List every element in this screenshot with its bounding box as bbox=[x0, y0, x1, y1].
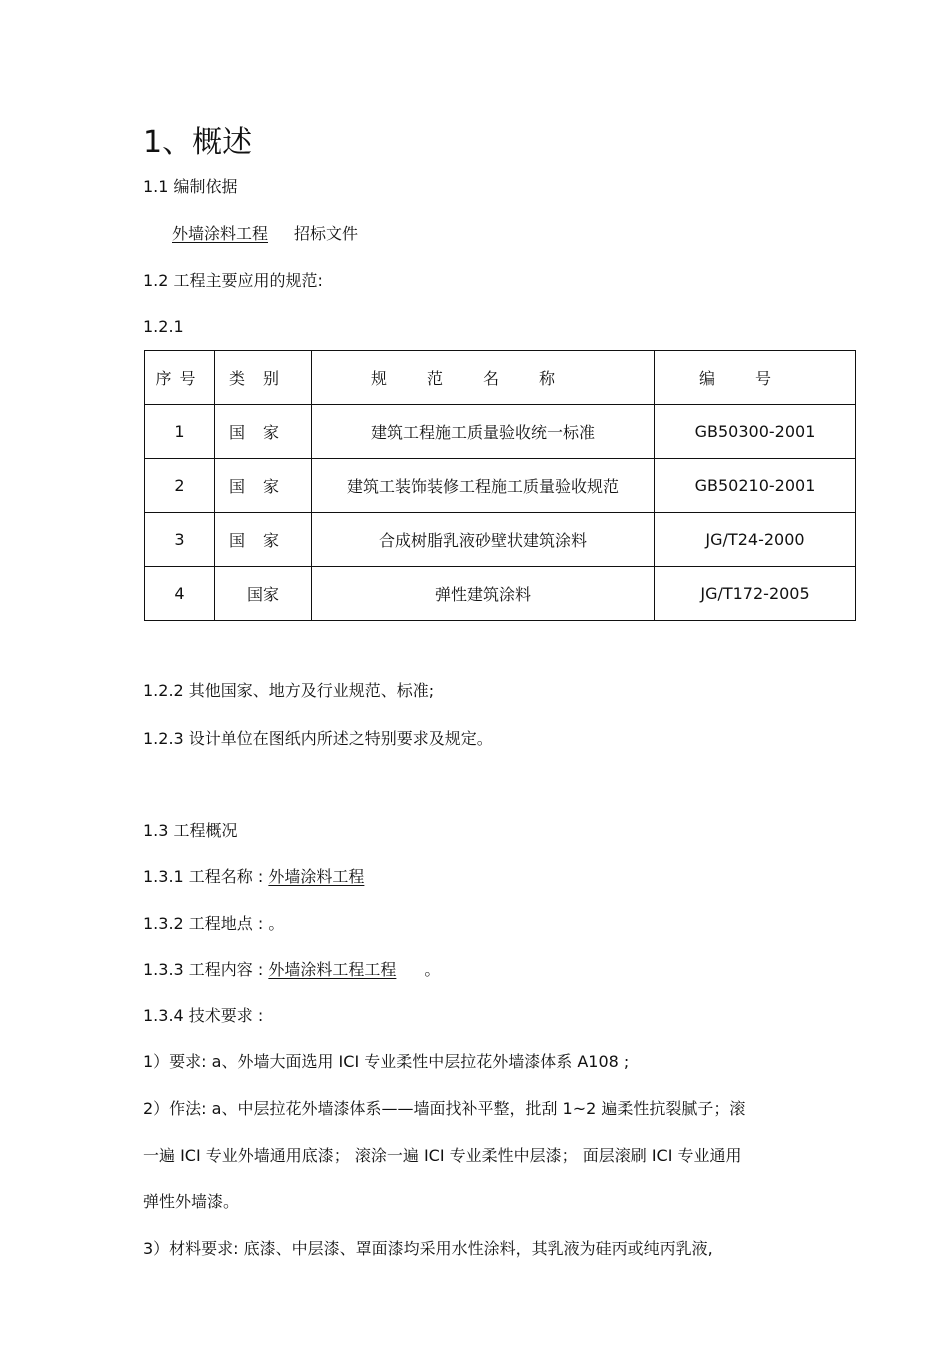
subsection-1-2: 1.2 工程主要应用的规范: bbox=[143, 271, 323, 290]
header-category: 类别 bbox=[215, 351, 312, 405]
row-name: 合成树脂乳液砂壁状建筑涂料 bbox=[312, 513, 655, 567]
subsection-1-2-3: 1.2.3 设计单位在图纸内所述之特别要求及规定。 bbox=[143, 729, 493, 748]
subsection-1-3: 1.3 工程概况 bbox=[143, 821, 238, 840]
table-header-row bbox=[145, 351, 856, 405]
project-location-line: 1.3.2 工程地点 : 。 bbox=[143, 914, 285, 933]
section-heading: 1、概述 bbox=[143, 125, 253, 160]
table-row bbox=[145, 459, 856, 513]
basis-doc: 招标文件 bbox=[294, 224, 359, 243]
project-name-line bbox=[143, 866, 370, 888]
row-category: 国家 bbox=[215, 459, 312, 513]
subsection-1-3-4: 1.3.4 技术要求 : bbox=[143, 1006, 264, 1025]
project-content-label: 1.3.3 工程内容 : bbox=[143, 960, 269, 979]
basis-project: 外墙涂料工程 bbox=[172, 224, 269, 243]
project-name-label: 1.3.1 工程名称 : bbox=[143, 867, 269, 886]
requirement-1: 1）要求: a、外墙大面选用 ICI 专业柔性中层拉花外墙漆体系 A108 ; bbox=[143, 1052, 630, 1071]
row-category: 国家 bbox=[215, 567, 312, 621]
row-category: 国家 bbox=[215, 513, 312, 567]
row-index: 3 bbox=[145, 513, 215, 567]
requirement-3: 3）材料要求: 底漆、中层漆、罩面漆均采用水性涂料，其乳液为硅丙或纯丙乳液, bbox=[143, 1239, 713, 1258]
row-category: 国家 bbox=[215, 405, 312, 459]
row-index: 2 bbox=[145, 459, 215, 513]
requirement-2-line-1: 2）作法: a、中层拉花外墙漆体系——墙面找补平整，批刮 1~2 遍柔性抗裂腻子；滚 bbox=[143, 1099, 746, 1118]
row-code: GB50300-2001 bbox=[655, 405, 856, 459]
project-content-value: 外墙涂料工程工程 bbox=[268, 960, 397, 979]
table-row bbox=[145, 513, 856, 567]
header-name: 规范名称 bbox=[312, 351, 655, 405]
row-name: 建筑工装饰装修工程施工质量验收规范 bbox=[312, 459, 655, 513]
requirement-2-line-2: 一遍 ICI 专业外墙通用底漆； 滚涂一遍 ICI 专业柔性中层漆； 面层滚刷 ICI 专业通用 bbox=[143, 1146, 742, 1165]
row-index: 4 bbox=[145, 567, 215, 621]
subsection-1-2-1: 1.2.1 bbox=[143, 317, 184, 336]
subsection-1-2-2: 1.2.2 其他国家、地方及行业规范、标准; bbox=[143, 681, 435, 700]
table-row bbox=[145, 567, 856, 621]
header-index: 序号 bbox=[145, 351, 215, 405]
row-index: 1 bbox=[145, 405, 215, 459]
row-name: 建筑工程施工质量验收统一标准 bbox=[312, 405, 655, 459]
subsection-1-1: 1.1 编制依据 bbox=[143, 177, 238, 196]
project-name-value: 外墙涂料工程 bbox=[268, 867, 365, 886]
row-code: GB50210-2001 bbox=[655, 459, 856, 513]
row-name: 弹性建筑涂料 bbox=[312, 567, 655, 621]
table-row bbox=[145, 405, 856, 459]
row-code: JG/T24-2000 bbox=[655, 513, 856, 567]
basis-line bbox=[172, 223, 358, 245]
standards-table bbox=[144, 350, 856, 621]
header-code: 编号 bbox=[655, 351, 856, 405]
requirement-2-line-3: 弹性外墙漆。 bbox=[143, 1192, 240, 1211]
project-content-tail: 。 bbox=[424, 960, 441, 979]
row-code: JG/T172-2005 bbox=[655, 567, 856, 621]
project-content-line bbox=[143, 959, 440, 981]
